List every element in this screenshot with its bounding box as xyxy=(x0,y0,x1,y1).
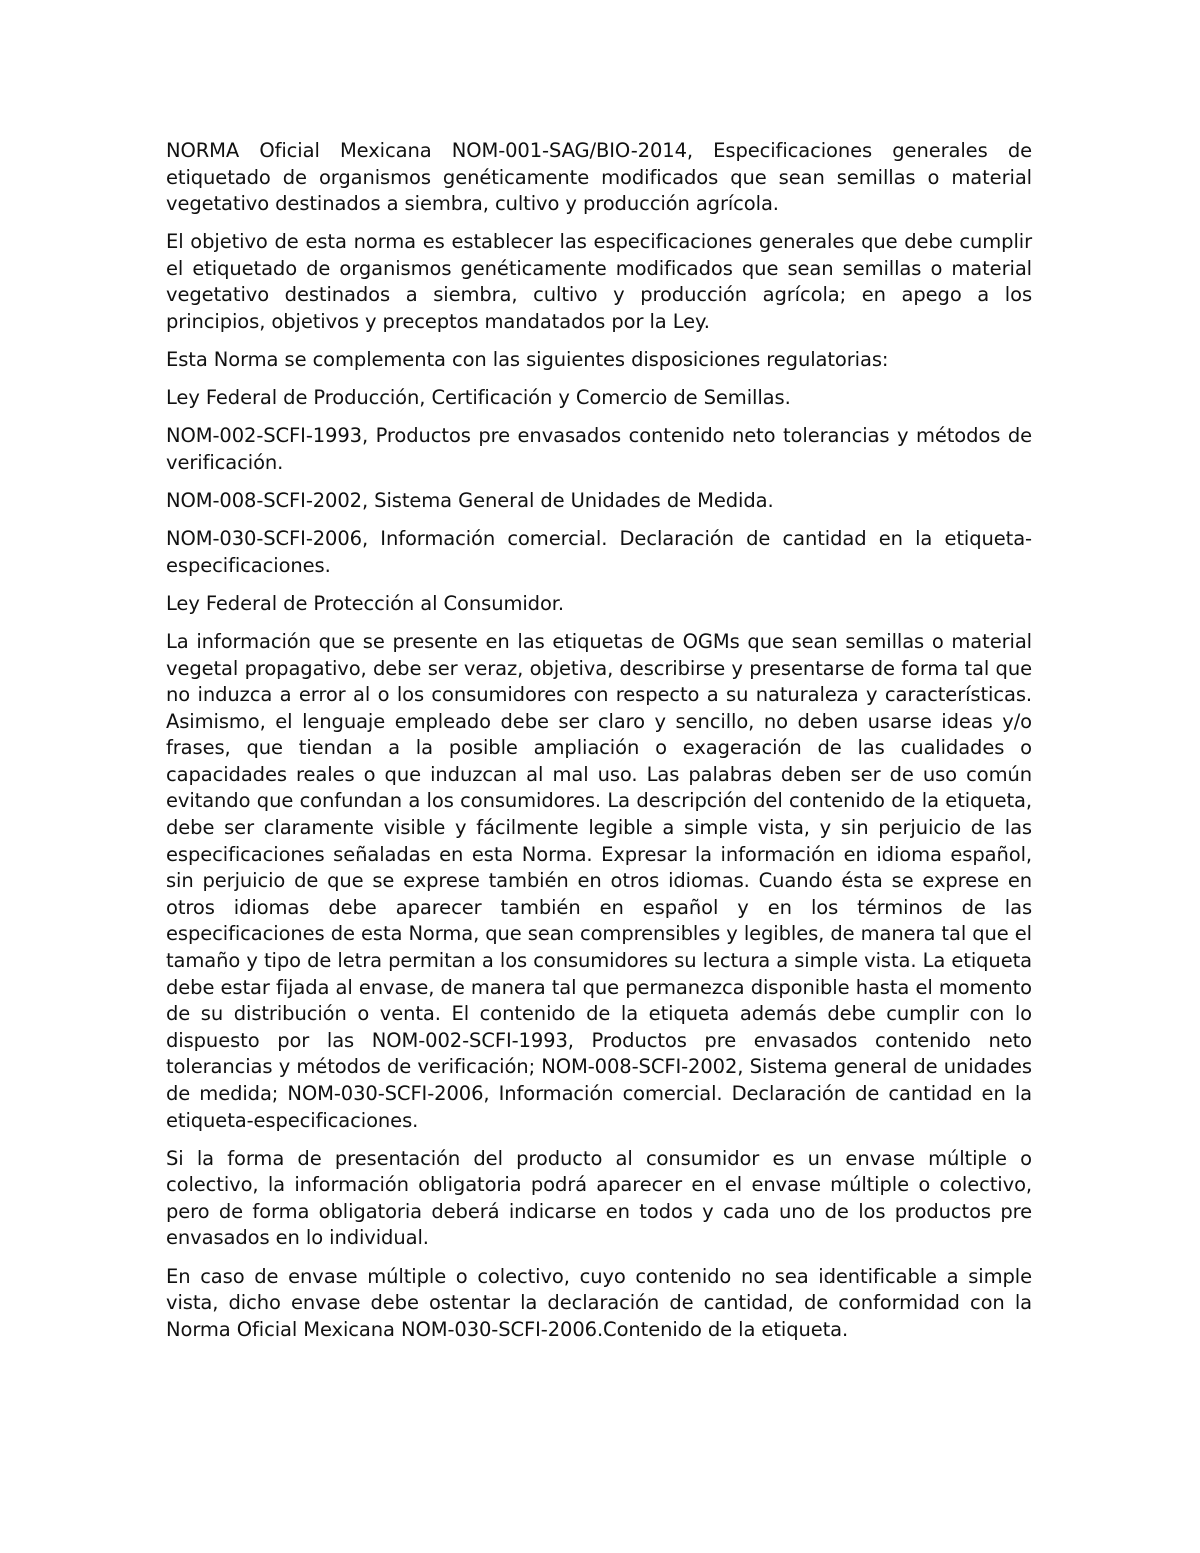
document-page xyxy=(166,138,1032,1355)
paragraph-reference-consumer-law: Ley Federal de Protección al Consumidor. xyxy=(166,591,564,615)
paragraph-reference-law-seeds: Ley Federal de Producción, Certificación y Comercio de Semillas. xyxy=(166,386,791,410)
paragraph-label-information: La información que se presente en las etiquetas de OGMs que sean semillas o material vegetal propagativo, debe ser veraz, objetiva, describirse y presentarse de forma tal que no induzca a error al o los consumidores con respecto a su naturaleza y características. Asimismo, el lenguaje empleado debe ser claro y sencillo, no deben usarse ideas y/o frases, que tiendan a la posible ampliación o exageración de las cualidades o capacidades reales o que induzcan al mal uso. Las palabras deben ser de uso común evitando que confundan a los consumidores. La descripción del contenido de la etiqueta, debe ser claramente visible y fácilmente legible a simple vista, y sin perjuicio de las especificaciones señaladas en esta Norma. Expresar la información en idioma español, sin perjuicio de que se exprese también en otros idiomas. Cuando ésta se exprese en otros idiomas debe aparecer también en español y en los términos de las especificaciones de esta Norma, que sean comprensibles y legibles, de manera tal que el tamaño y tipo de letra permitan a los consumidores su lectura a simple vista. La etiqueta debe estar fijada al envase, de manera tal que permanezca disponible hasta el momento de su distribución o venta. El contenido de la etiqueta además debe cumplir con lo dispuesto por las NOM-002-SCFI-1993, Productos pre envasados contenido neto tolerancias y métodos de verificación; NOM-008-SCFI-2002, Sistema general de unidades de medida; NOM-030-SCFI-2006, Información comercial. Declaración de cantidad en la etiqueta-especificaciones. xyxy=(166,629,1032,1132)
paragraph-reference-nom-008: NOM-008-SCFI-2002, Sistema General de Unidades de Medida. xyxy=(166,489,774,513)
paragraph-objective: El objetivo de esta norma es establecer las especificaciones generales que debe cumplir el etiquetado de organismos genéticamente modificados que sean semillas o material vegetativo destinados a siembra, cultivo y producción agrícola; en apego a los principios, objetivos y preceptos mandatados por la Ley. xyxy=(166,230,1032,334)
paragraph-title: NORMA Oficial Mexicana NOM-001-SAG/BIO-2014, Especificaciones generales de etiquetado de organismos genéticamente modificados que sean semillas o material vegetativo destinados a siembra, cultivo y producción agrícola. xyxy=(166,139,1032,216)
paragraph-collective-packaging: En caso de envase múltiple o colectivo, cuyo contenido no sea identificable a simple vista, dicho envase debe ostentar la declaración de cantidad, de conformidad con la Norma Oficial Mexicana NOM-030-SCFI-2006.Contenido de la etiqueta. xyxy=(166,1264,1032,1341)
paragraph-reference-nom-030: NOM-030-SCFI-2006, Información comercial. Declaración de cantidad en la etiqueta-especificaciones. xyxy=(166,527,1032,577)
paragraph-multiple-packaging: Si la forma de presentación del producto al consumidor es un envase múltiple o colectivo, la información obligatoria podrá aparecer en el envase múltiple o colectivo, pero de forma obligatoria deberá indicarse en todos y cada uno de los productos pre envasados en lo individual. xyxy=(166,1146,1032,1250)
paragraph-reference-nom-002: NOM-002-SCFI-1993, Productos pre envasados contenido neto tolerancias y métodos de verificación. xyxy=(166,424,1032,474)
paragraph-complements-intro: Esta Norma se complementa con las siguientes disposiciones regulatorias: xyxy=(166,348,889,372)
